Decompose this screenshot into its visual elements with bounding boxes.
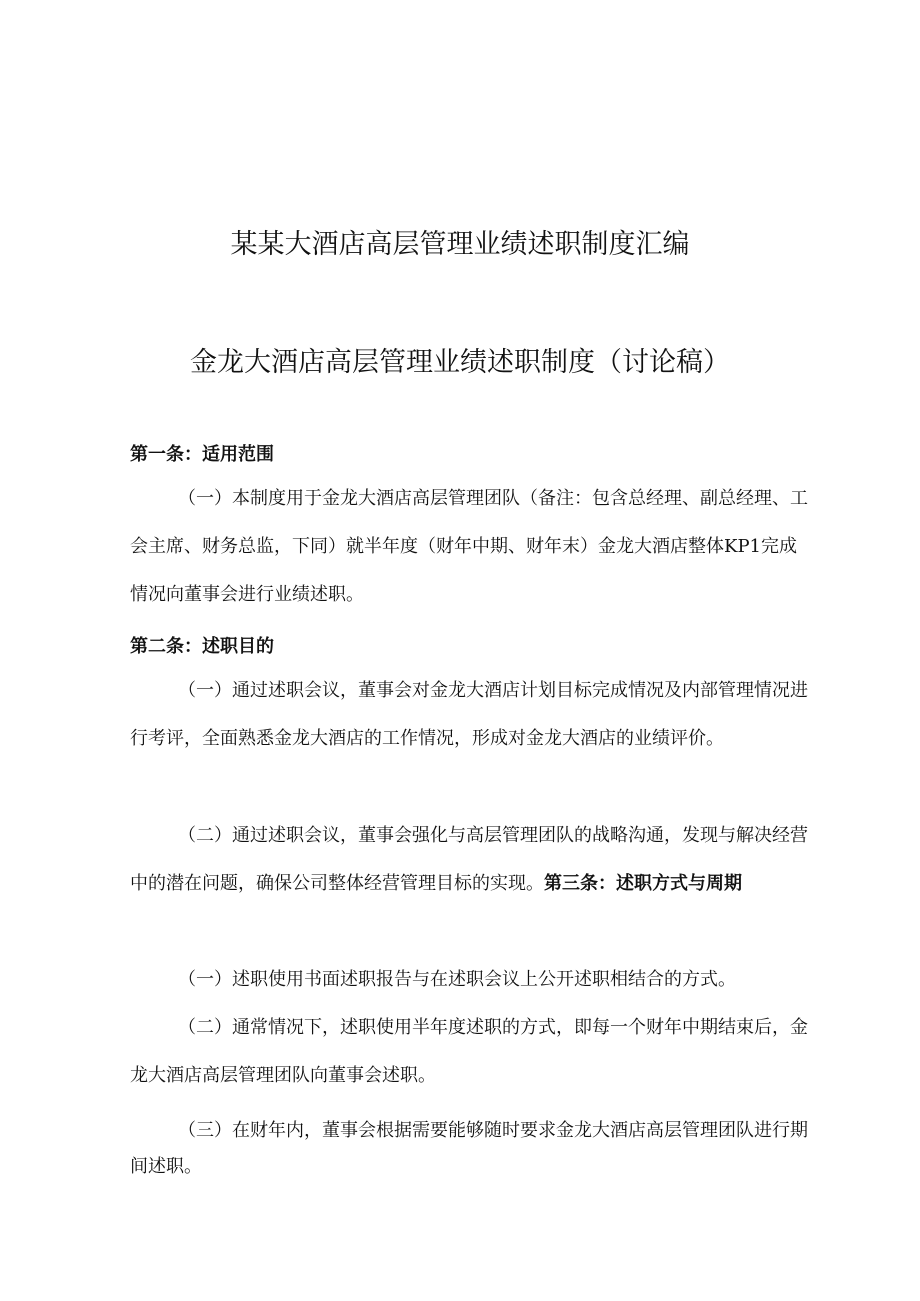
article-3-heading: 第三条：述职方式与周期 (544, 873, 742, 894)
article-2-paragraph-2 (130, 812, 810, 908)
document-sub-title: 金龙大酒店高层管理业绩述职制度（讨论稿） (190, 347, 730, 378)
document-main-title: 某某大酒店高层管理业绩述职制度汇编 (230, 229, 690, 260)
article-3-paragraph-2: （二）通常情况下，述职使用半年度述职的方式，即每一个财年中期结束后，金龙大酒店高层管理团队向董事会述职。 (130, 1017, 808, 1086)
article-3-paragraph-3: （三）在财年内，董事会根据需要能够随时要求金龙大酒店高层管理团队进行期间述职。 (130, 1120, 808, 1177)
article-1-heading: 第一条：适用范围 (130, 444, 274, 465)
article-1-paragraph-1: （一）本制度用于金龙大酒店高层管理团队（备注：包含总经理、副总经理、工会主席、财务总监，下同）就半年度（财年中期、财年末）金龙大酒店整体KP1完成情况向董事会进行业绩述职。 (130, 488, 808, 605)
article-3-paragraph-1: （一）述职使用书面述职报告与在述职会议上公开述职相结合的方式。 (178, 969, 736, 990)
article-2-paragraph-2-text: （二）通过述职会议，董事会强化与高层管理团队的战略沟通，发现与解决经营中的潜在问题，确保公司整体经营管理目标的实现。 (130, 825, 808, 894)
article-2-paragraph-1: （一）通过述职会议，董事会对金龙大酒店计划目标完成情况及内部管理情况进行考评，全面熟悉金龙大酒店的工作情况，形成对金龙大酒店的业绩评价。 (130, 680, 808, 749)
article-2-heading: 第二条：述职目的 (130, 636, 274, 657)
